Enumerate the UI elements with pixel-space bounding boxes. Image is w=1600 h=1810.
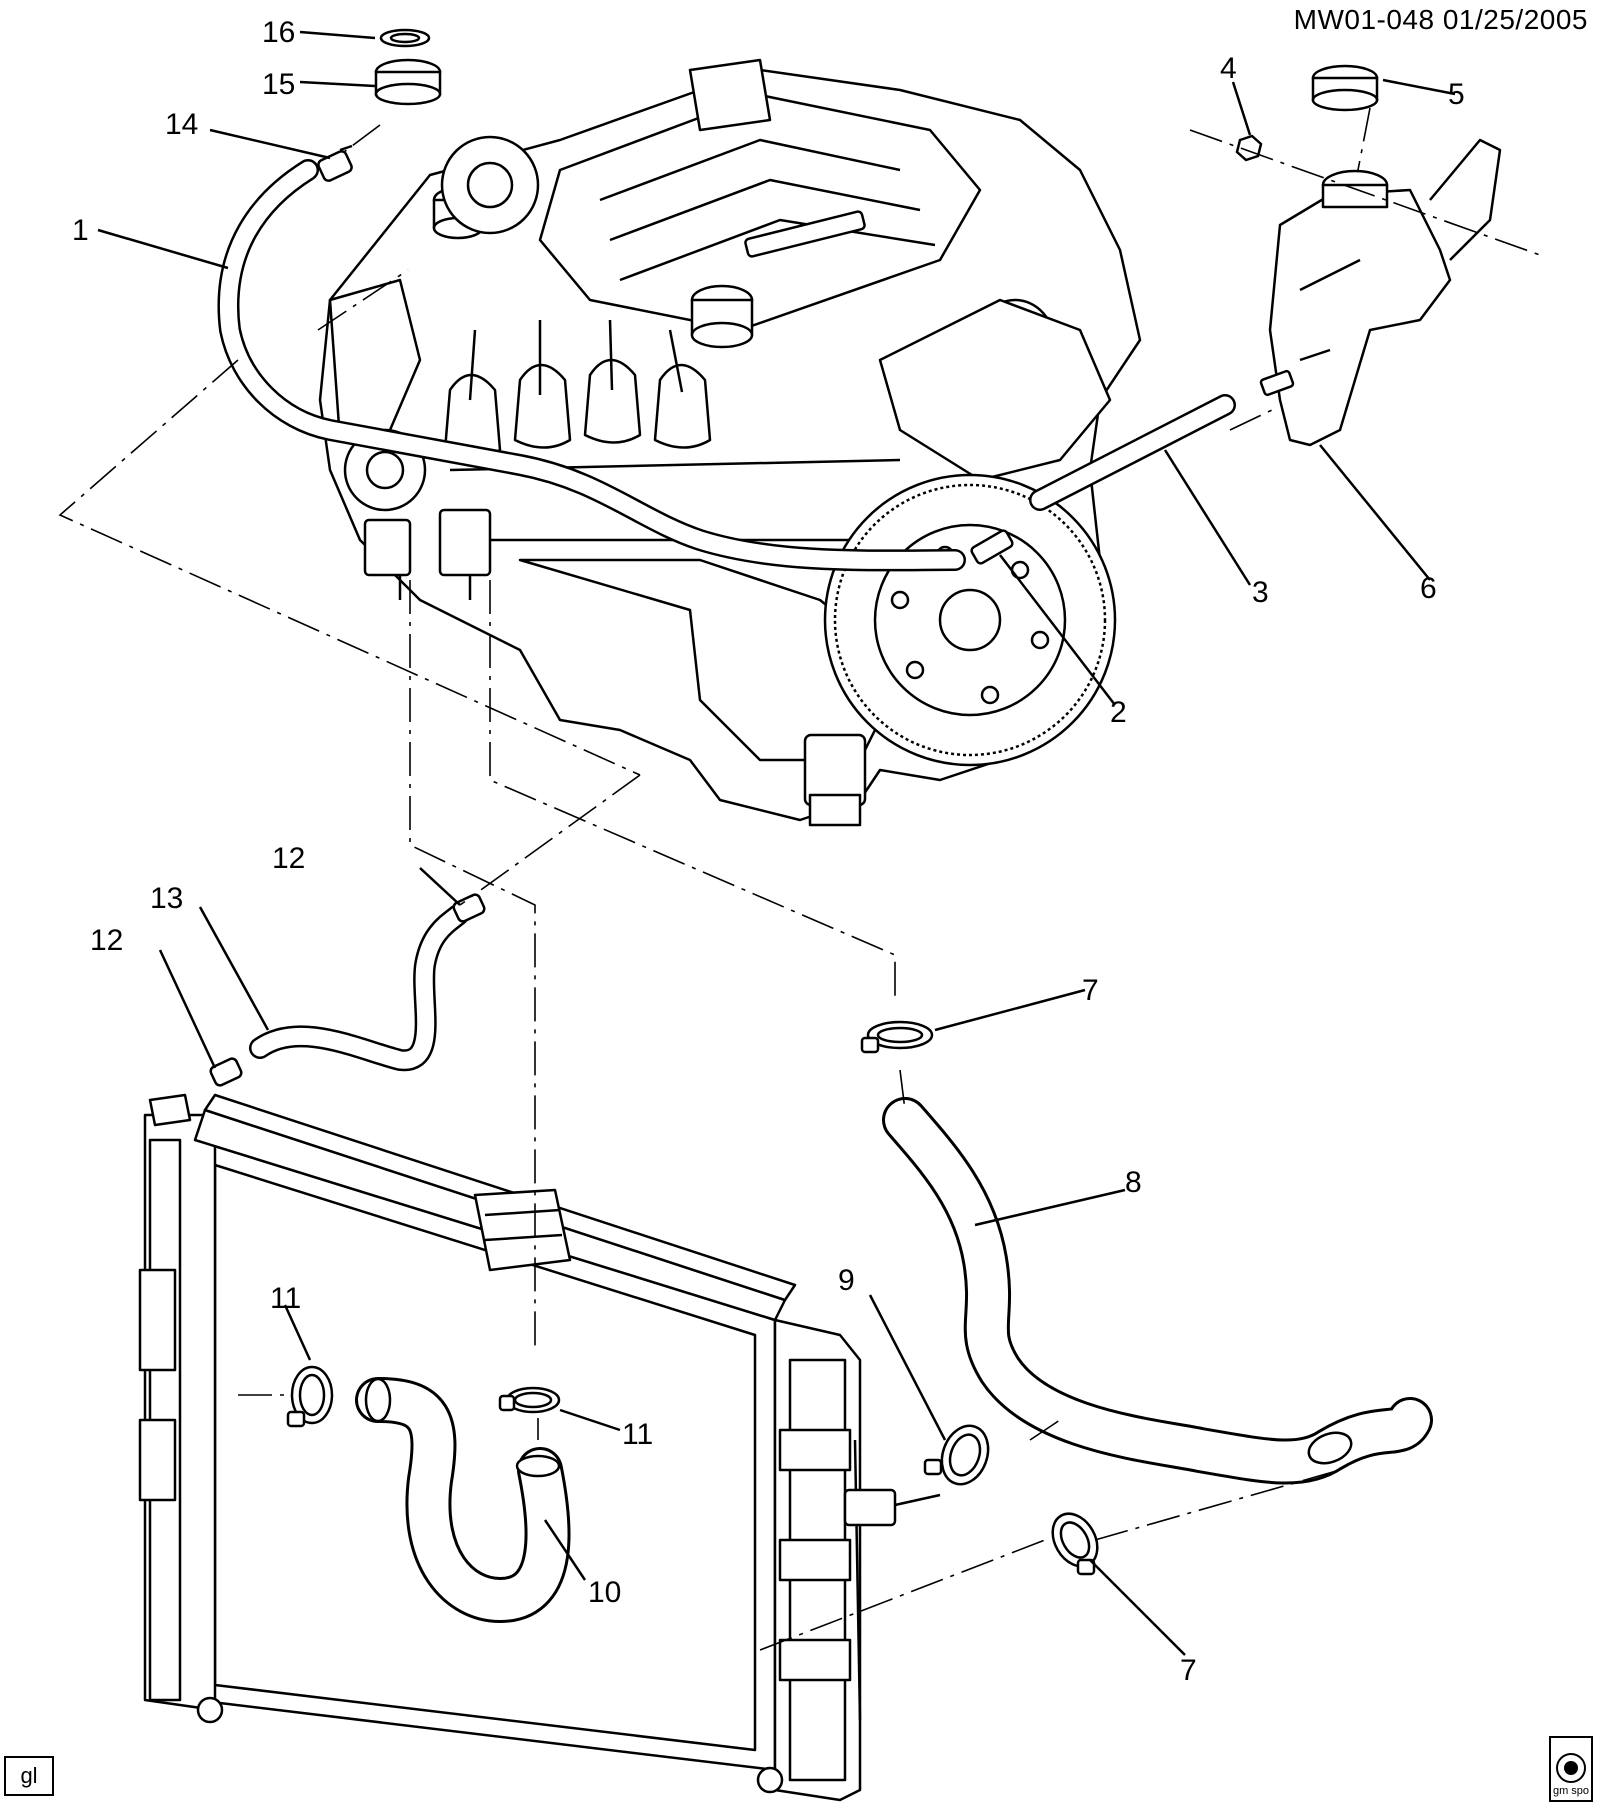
callout-2: 2 [1110, 696, 1127, 729]
callout-3: 3 [1252, 576, 1269, 609]
flexplate [825, 475, 1115, 765]
gm-spo-logo [1549, 1736, 1593, 1802]
nut [1237, 136, 1261, 160]
callout-1: 1 [72, 214, 89, 247]
callout-11b: 11 [622, 1418, 654, 1451]
callout-12b: 12 [90, 924, 124, 957]
callout-5: 5 [1448, 78, 1465, 111]
logo-text: gm spo [1552, 1785, 1590, 1797]
callout-12a: 12 [272, 842, 306, 875]
callout-15: 15 [262, 68, 296, 101]
callout-6: 6 [1420, 572, 1437, 605]
logo-disk-icon [1556, 1753, 1586, 1783]
hose-clamp-14 [317, 146, 353, 182]
diagram-id-header: MW01-048 01/25/2005 [1293, 4, 1588, 35]
callout-4: 4 [1220, 52, 1237, 85]
callout-13: 13 [150, 882, 184, 915]
callout-14: 14 [165, 108, 199, 141]
corner-tag: gl [4, 1756, 54, 1796]
cap-seal [381, 30, 429, 46]
hose-clamp-9 [925, 1419, 996, 1490]
small-hose [260, 915, 458, 1060]
radiator-cap [376, 60, 440, 104]
callout-7a: 7 [1082, 974, 1099, 1007]
callout-10: 10 [588, 1576, 622, 1609]
reservoir-cap [1313, 66, 1377, 110]
coolant-reservoir [1260, 140, 1500, 445]
callout-16: 16 [262, 16, 296, 49]
callout-11a: 11 [270, 1282, 302, 1315]
callout-7b: 7 [1180, 1654, 1197, 1687]
callout-9: 9 [838, 1264, 855, 1297]
upper-hose [905, 1120, 1410, 1462]
callout-8: 8 [1125, 1166, 1142, 1199]
